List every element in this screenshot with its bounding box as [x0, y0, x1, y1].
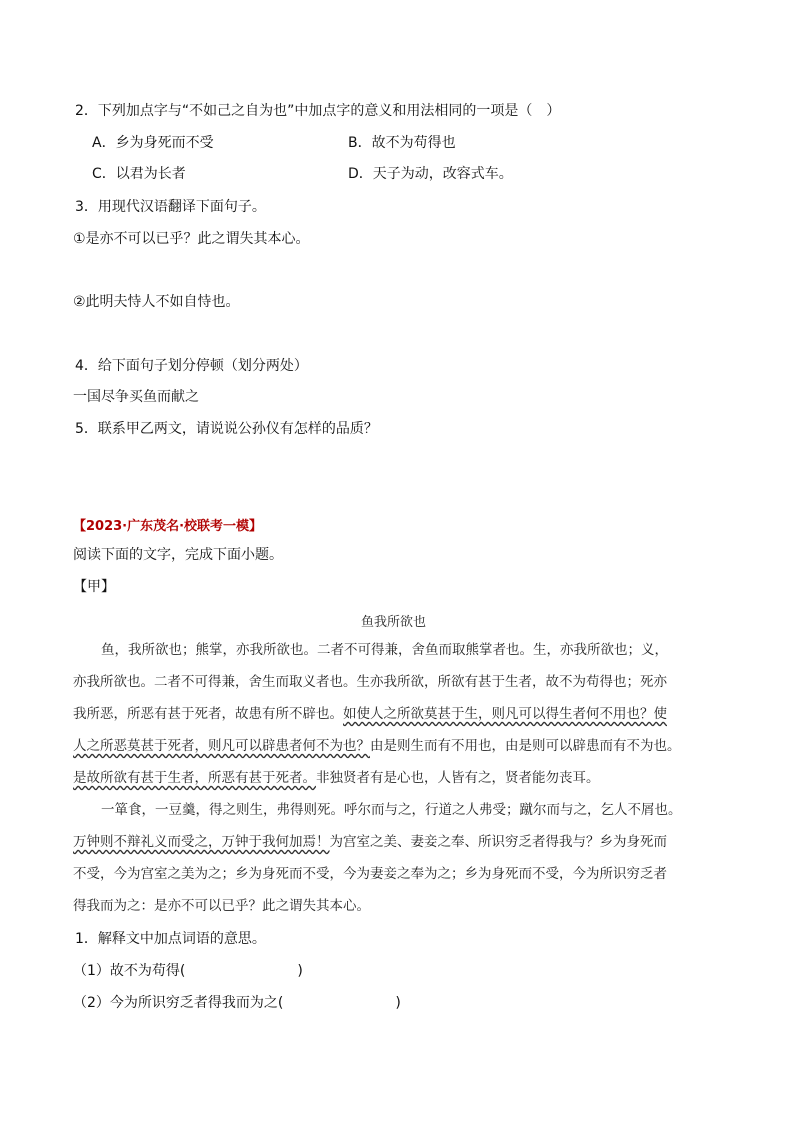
question-4-stem: 4．给下面句子划分停顿（划分两处）	[75, 358, 308, 374]
option-b: B．故不为苟得也	[348, 135, 456, 151]
passage-line: 我所恶，所恶有甚于死者，故患有所不辟也。如使人之所欲莫甚于生，则凡可以得生者何不用也？使	[73, 706, 667, 722]
passage-line: 人之所恶莫甚于死者，则凡可以辟患者何不为也？由是则生而有不用也，由是则可以辟患而有不为也。	[73, 738, 681, 754]
passage-line: 不受，今为宫室之美为之；乡为身死而不受，今为妻妾之奉为之；乡为身死而不受，今为所识穷乏者	[73, 866, 667, 882]
part-label-jia: 【甲】	[73, 579, 115, 595]
source-tag: 【2023·广东茂名·校联考一模】	[73, 519, 263, 534]
passage-line: 亦我所欲也。二者不可得兼，舍生而取义者也。生亦我所欲，所欲有甚于生者，故不为苟得也；死亦	[73, 674, 667, 690]
underlined-sentence: 人之所恶莫甚于死者，则凡可以辟患者何不为也？	[73, 738, 370, 754]
passage-line: 鱼，我所欲也；熊掌，亦我所欲也。二者不可得兼，舍鱼而取熊掌者也。生，亦我所欲也；义，	[101, 642, 668, 658]
question-5-stem: 5．联系甲乙两文，请说说公孙仪有怎样的品质？	[75, 421, 378, 437]
question-1-item-1: （1）故不为苟得( )	[73, 963, 303, 979]
passage-line: 一箪食，一豆羹，得之则生，弗得则死。呼尔而与之，行道之人弗受；蹴尔而与之，乞人不屑也。	[101, 802, 682, 818]
passage-line: 是故所欲有甚于生者，所恶有甚于死者。非独贤者有是心也，人皆有之，贤者能勿丧耳。	[73, 770, 600, 786]
passage-title: 鱼我所欲也	[361, 615, 427, 630]
passage-line: 得我而为之：是亦不可以已乎？此之谓失其本心。	[73, 898, 370, 914]
underlined-sentence: 万钟则不辩礼义而受之，万钟于我何加焉！	[73, 834, 330, 850]
question-3-stem: 3．用现代汉语翻译下面句子。	[75, 199, 266, 215]
question-2-stem: 2．下列加点字与“不如己之自为也”中加点字的意义和用法相同的一项是（ ）	[75, 103, 561, 119]
question-1-stem: 1．解释文中加点词语的意思。	[75, 931, 266, 947]
passage-line: 万钟则不辩礼义而受之，万钟于我何加焉！为宫室之美、妻妾之奉、所识穷乏者得我与？乡为身死而	[73, 834, 667, 850]
option-a: A．乡为身死而不受	[92, 135, 214, 151]
reading-instruction: 阅读下面的文字，完成下面小题。	[73, 547, 283, 563]
underlined-sentence: 是故所欲有甚于生者，所恶有甚于死者。	[73, 770, 316, 786]
underlined-sentence: 如使人之所欲莫甚于生，则凡可以得生者何不用也？使	[343, 706, 667, 722]
option-c: C．以君为长者	[92, 166, 186, 182]
question-3-sentence-1: ①是亦不可以已乎？此之谓失其本心。	[73, 231, 310, 247]
question-4-sentence: 一国尽争买鱼而献之	[73, 389, 199, 405]
question-1-item-2: （2）今为所识穷乏者得我而为之( )	[73, 995, 401, 1011]
question-3-sentence-2: ②此明夫恃人不如自恃也。	[73, 294, 240, 310]
option-d: D．天子为动，改容式车。	[348, 166, 513, 182]
